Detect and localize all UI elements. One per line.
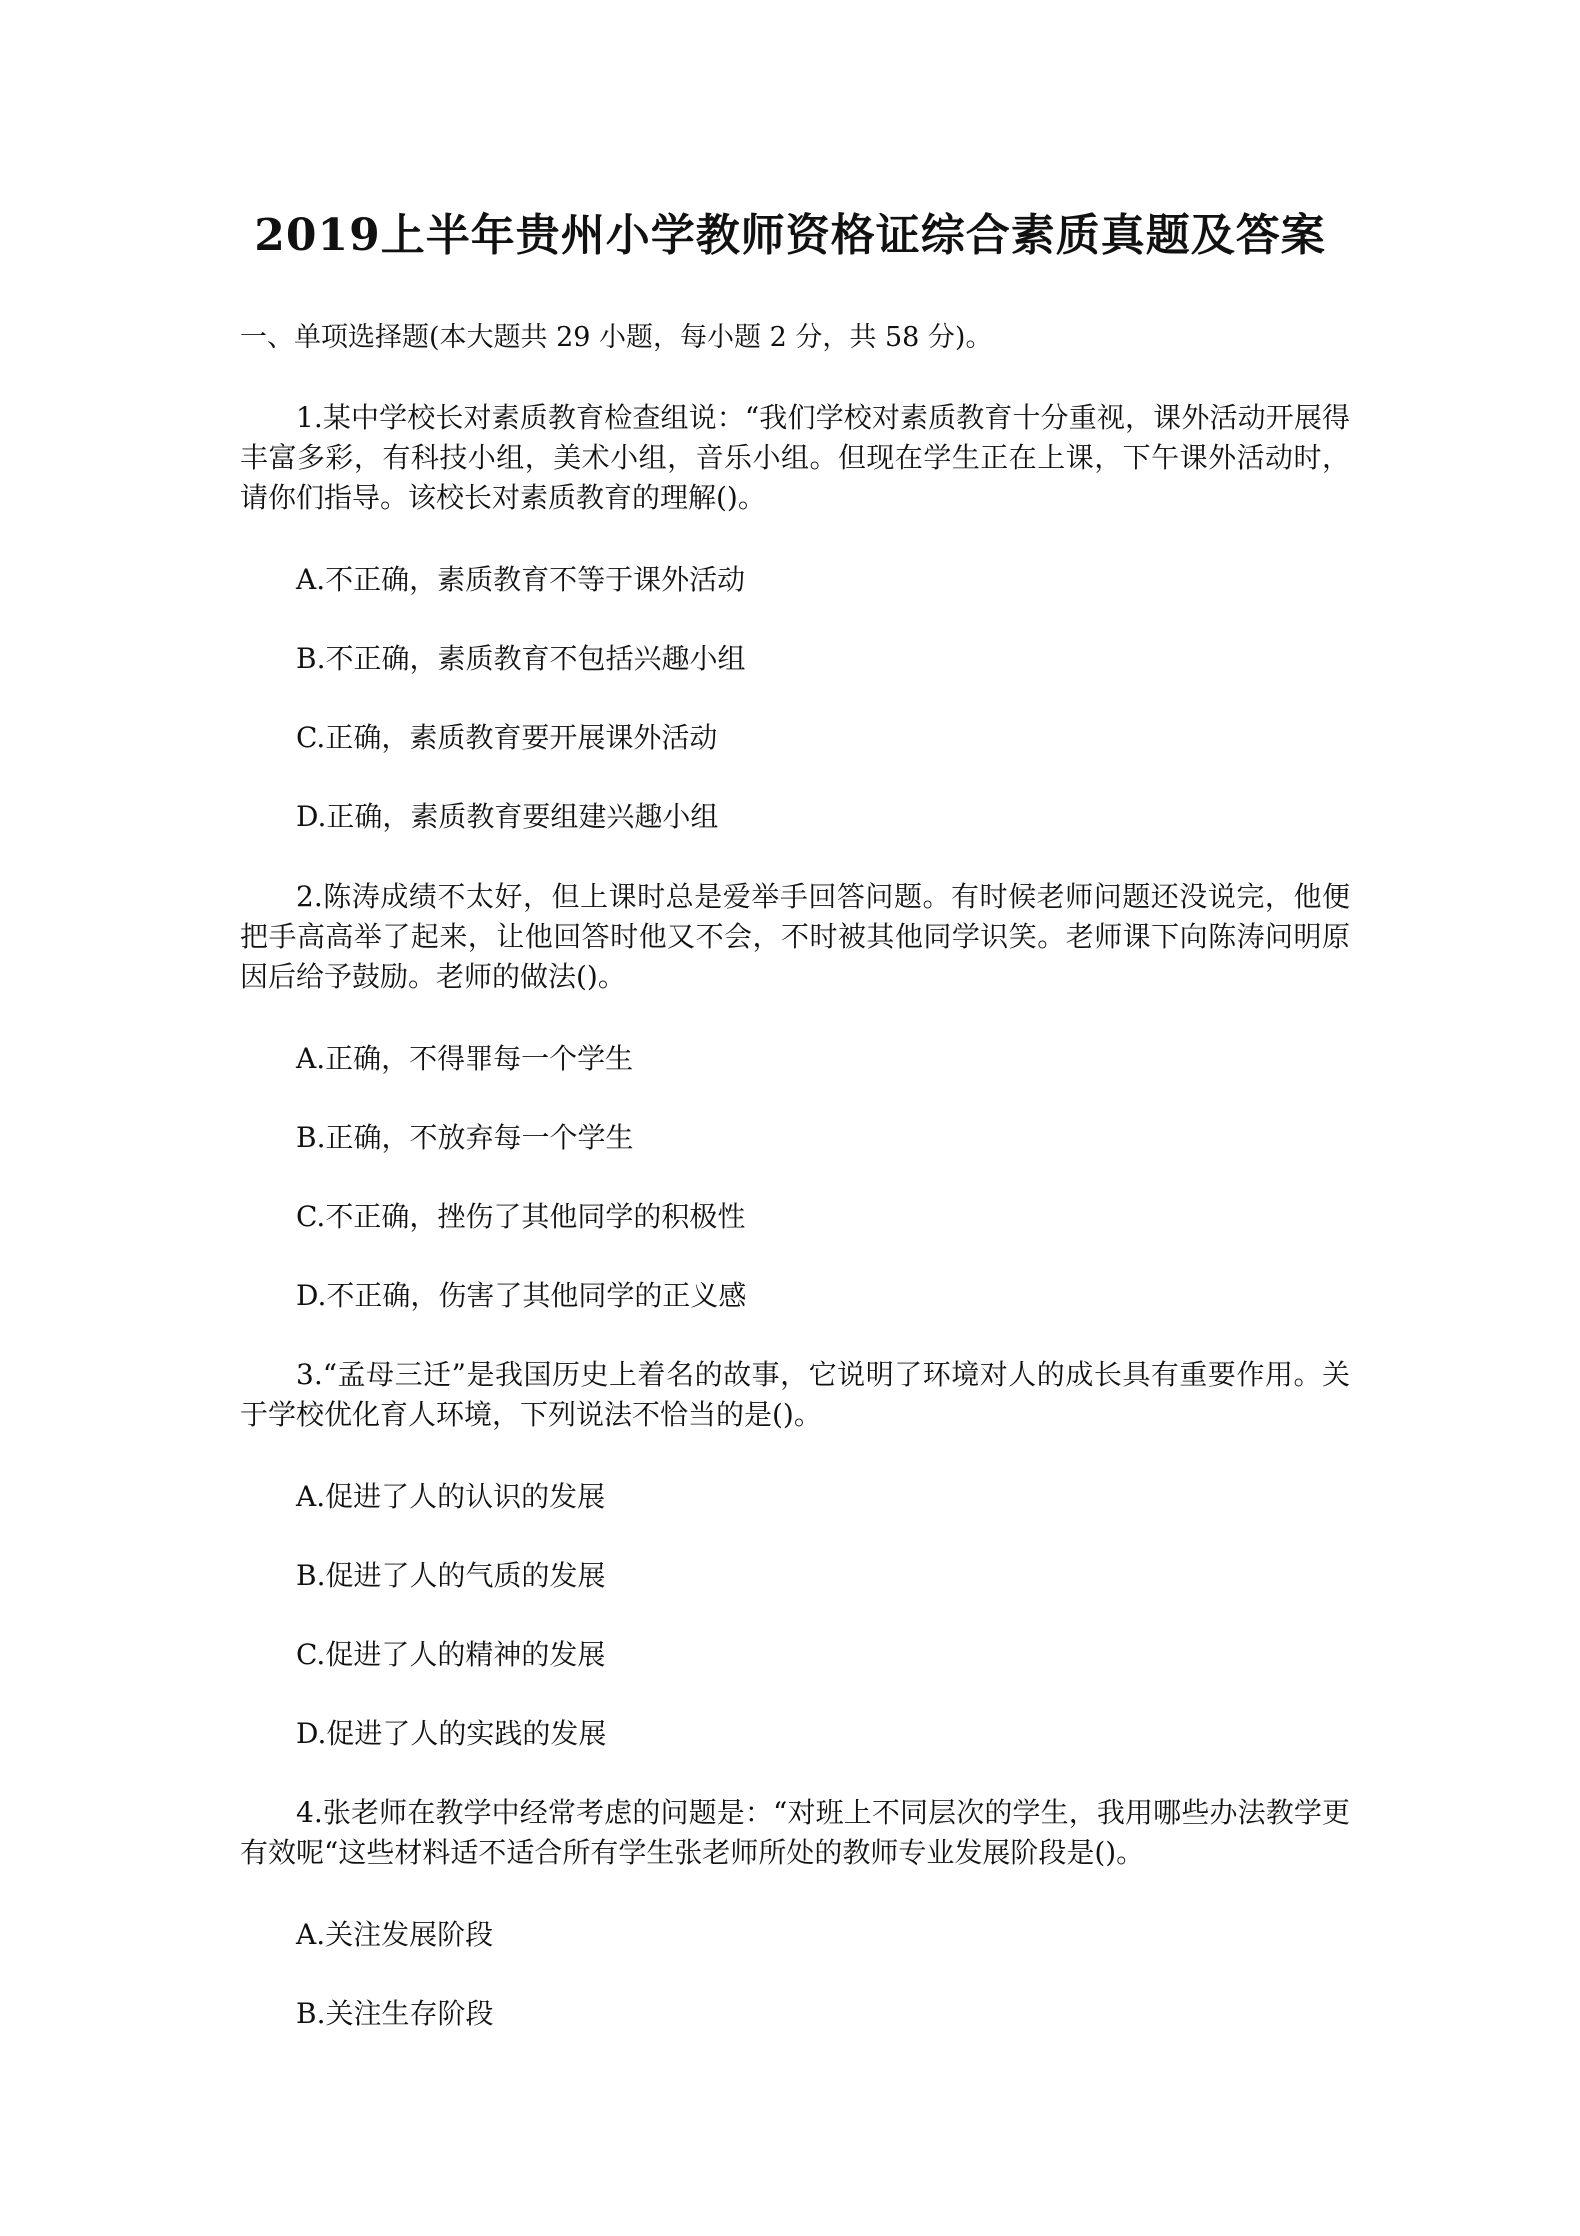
question-2-stem: 2.陈涛成绩不太好，但上课时总是爱举手回答问题。有时候老师问题还没说完，他便把手高高举了起来，让他回答时他又不会，不时被其他同学识笑。老师课下向陈涛问明原因后给予鼓励。老师的做法()。 [240, 880, 1350, 993]
question-1-option-c: C.正确，素质教育要开展课外活动 [296, 721, 718, 754]
question-3-option-a: A.促进了人的认识的发展 [296, 1480, 606, 1513]
question-3-option-c: C.促进了人的精神的发展 [296, 1638, 606, 1671]
question-1-option-a: A.不正确，素质教育不等于课外活动 [296, 563, 746, 596]
question-2-option-b: B.正确，不放弃每一个学生 [296, 1121, 634, 1154]
question-3-option-b: B.促进了人的气质的发展 [296, 1559, 606, 1592]
question-2-option-c: C.不正确，挫伤了其他同学的积极性 [296, 1200, 746, 1233]
question-2-option-d: D.不正确，伤害了其他同学的正义感 [296, 1279, 747, 1312]
question-1-option-d: D.正确，素质教育要组建兴趣小组 [296, 800, 719, 833]
section-heading: 一、单项选择题(本大题共 29 小题，每小题 2 分，共 58 分)。 [240, 322, 993, 353]
question-3-option-d: D.促进了人的实践的发展 [296, 1717, 607, 1750]
question-1-stem: 1.某中学校长对素质教育检查组说：“我们学校对素质教育十分重视，课外活动开展得丰富多彩，有科技小组，美术小组，音乐小组。但现在学生正在上课，下午课外活动时，请你们指导。该校长对素质教育的理解()。 [240, 401, 1350, 514]
question-1-option-b: B.不正确，素质教育不包括兴趣小组 [296, 642, 746, 675]
question-3-stem: 3.“孟母三迁”是我国历史上着名的故事，它说明了环境对人的成长具有重要作用。关于学校优化育人环境，下列说法不恰当的是()。 [240, 1358, 1350, 1431]
document-title: 2019上半年贵州小学教师资格证综合素质真题及答案 [254, 210, 1326, 261]
question-4-option-b: B.关注生存阶段 [296, 1997, 494, 2030]
question-4-stem: 4.张老师在教学中经常考虑的问题是：“对班上不同层次的学生，我用哪些办法教学更有效呢“这些材料适不适合所有学生张老师所处的教师专业发展阶段是()。 [240, 1796, 1350, 1869]
question-4-option-a: A.关注发展阶段 [296, 1918, 494, 1951]
question-2-option-a: A.正确，不得罪每一个学生 [296, 1042, 634, 1075]
